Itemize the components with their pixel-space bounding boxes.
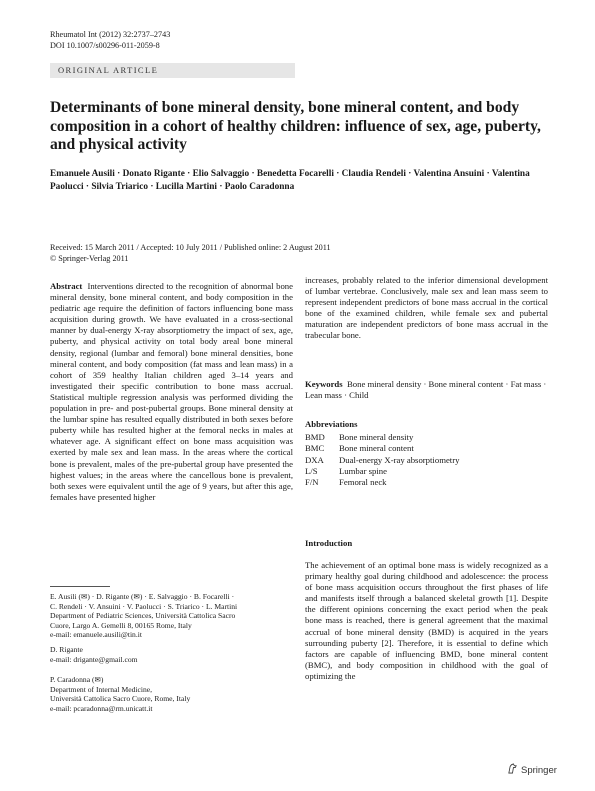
abbreviation-row xyxy=(305,466,459,477)
abbreviations-title: Abbreviations xyxy=(305,419,358,429)
history-line: Received: 15 March 2011 / Accepted: 10 July 2011 / Published online: 2 August 2011 xyxy=(50,243,331,252)
affiliation-line: D. Rigante xyxy=(50,645,83,654)
publisher-logo xyxy=(507,763,557,777)
abbreviations-list xyxy=(305,432,459,488)
copyright-line: © Springer-Verlag 2011 xyxy=(50,253,129,263)
abbreviation-value: Dual-energy X-ray absorptiometry xyxy=(339,454,460,465)
affiliation-line: Università Cattolica Sacro Cuore, Rome, Italy xyxy=(50,694,191,704)
journal-volume-line: Rheumatol Int (2012) 32:2737–2743 xyxy=(50,30,171,39)
affiliation-block-1 xyxy=(50,592,295,640)
abbreviation-key: DXA xyxy=(305,454,324,465)
springer-horse-icon xyxy=(507,763,518,777)
affiliation-line: Department of Internal Medicine, xyxy=(50,684,153,694)
abstract-label: Abstract xyxy=(50,281,83,291)
footnote-divider xyxy=(50,586,110,587)
abstract-left-column xyxy=(50,281,293,503)
paper-title: Determinants of bone mineral density, bone mineral content, and body composition in a cohort of healthy children: influence of sex, age, puberty, and physical activity xyxy=(50,99,541,153)
affiliation-email[interactable]: e-mail: pcaradonna@rm.unicatt.it xyxy=(50,703,153,713)
keywords xyxy=(305,379,548,401)
author-list: Emanuele Ausili · Donato Rigante · Elio Salvaggio · Benedetta Focarelli · Claudia Rendeli · Valentina Ansuini · Valentina Paolucci · Silvia Triarico · Lucilla Martini · Paolo Caradonna xyxy=(50,169,530,193)
abbreviation-key: L/S xyxy=(305,465,318,476)
affiliation-block-3 xyxy=(50,675,295,713)
affiliation-line: Cuore, Largo A. Gemelli 8, 00165 Rome, Italy xyxy=(50,620,192,630)
abbreviation-key: BMD xyxy=(305,432,325,442)
affiliation-line: P. Caradonna (✉) xyxy=(50,675,104,684)
affiliation-block-2 xyxy=(50,645,295,664)
keywords-label: Keywords xyxy=(305,379,343,389)
abbreviation-row xyxy=(305,432,459,443)
affiliation-email[interactable]: e-mail: emanuele.ausili@tin.it xyxy=(50,630,142,640)
abbreviation-value: Lumbar spine xyxy=(339,465,388,476)
abbreviation-row xyxy=(305,455,459,466)
introduction-heading: Introduction xyxy=(305,538,353,548)
abbreviation-value: Femoral neck xyxy=(339,477,387,488)
abstract-right-column xyxy=(305,275,548,342)
affiliation-line: Department of Pediatric Sciences, Università Cattolica Sacro xyxy=(50,611,236,621)
abbreviation-key: BMC xyxy=(305,443,325,454)
introduction-text: The achievement of an optimal bone mass is widely recognized as a primary healthy goal during childhood and adolescence: the process of bone mass acquisition occurs throughout the first phases of life and manifests itself through a balanced skeletal growth [1]. Despite the different opinions concerning the exact period when the peak bone mass is reached, there is general agreement that the maximal accrual of bone mineral density (BMD) is acquired in the years surrounding puberty [2]. Therefore, it is essential to define which factors are capable of influencing BMD, bone mineral content (BMC), and body composition in childhood with the goal of optimizing the xyxy=(305,560,548,681)
abbreviation-key: F/N xyxy=(305,477,319,488)
abbreviation-row xyxy=(305,443,459,454)
affiliation-line: E. Ausili (✉) · D. Rigante (✉) · E. Salvaggio · B. Focarelli · xyxy=(50,592,235,601)
publisher-name: Springer xyxy=(521,764,557,776)
publication-dates xyxy=(50,243,331,264)
doi-line: DOI 10.1007/s00296-011-2059-8 xyxy=(50,40,160,50)
article-type-label: ORIGINAL ARTICLE xyxy=(58,65,159,75)
keywords-text: Bone mineral density · Bone mineral content · Fat mass · Lean mass · Child xyxy=(305,379,547,401)
article-type-band xyxy=(50,63,295,78)
abstract-text-right: increases, probably related to the inferior dimensional development of lumbar vertebrae. Conclusively, male sex and lean mass seem to represent independent predictors of bone mass accrual in the cortical bone of the examined children, while female sex and pubertal maturation are independent predictors of bone mass accrual in the trabecular bone. xyxy=(305,275,548,341)
journal-citation xyxy=(50,30,170,51)
affiliation-line: C. Rendeli · V. Ansuini · V. Paolucci · S. Triarico · L. Martini xyxy=(50,601,238,611)
abbreviation-value: Bone mineral density xyxy=(339,432,414,442)
abbreviation-value: Bone mineral content xyxy=(339,443,414,454)
abbreviation-row xyxy=(305,477,459,488)
affiliation-email[interactable]: e-mail: drigante@gmail.com xyxy=(50,654,138,664)
abstract-text-left: Interventions directed to the recognition of abnormal bone mineral density, bone mineral content, and body composition in the pediatric age require the definition of factors influencing bone mass acquisition during growth. We have evaluated in a cross-sectional manner by dual-energy X-ray absorptiometry the impact of sex, age, puberty, and physical activity on total body areal bone mineral density, regional (lumbar and femoral) bone mineral densities, bone mineral content, and body composition (fat mass and lean mass) in a cohort of 359 healthy Italian children aged 3–14 years and investigated their specific contribution to bone mass accrual. Statistical multiple regression analysis was performed dividing the population in pre- and post-pubertal groups. Bone mineral density at the lumbar spine has resulted equally distributed in both sexes before puberty while has resulted higher at the femoral necks in males at whatever age. A significant effect on bone mass acquisition was exerted by male sex and lean mass. In the areas where the cortical bone is prevalent, males of the pre-pubertal group have presented the highest values; in the areas where the cancellous bone is prevalent, both sexes were equivalent until the age of 9 years, but after this age, females have presented higher xyxy=(50,281,293,502)
